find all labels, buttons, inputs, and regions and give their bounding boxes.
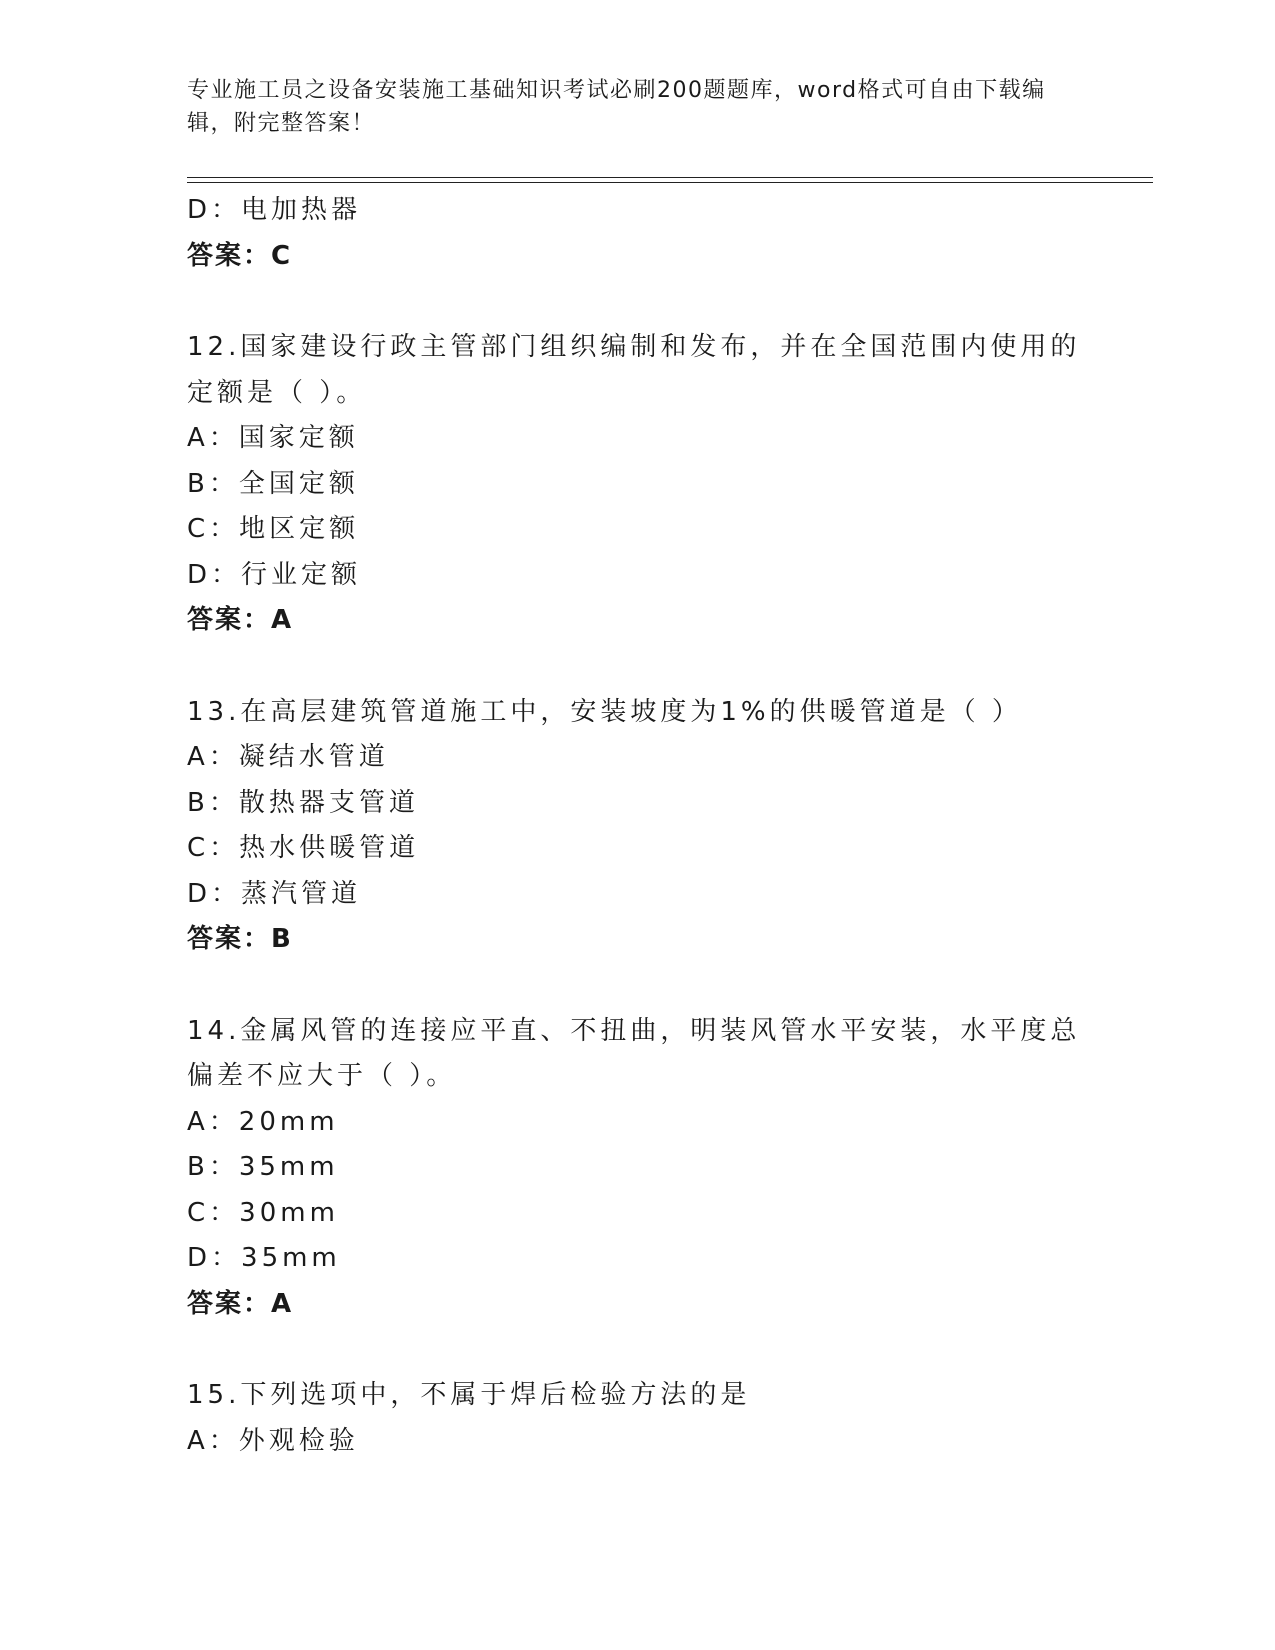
option-b: B：散热器支管道 — [187, 787, 419, 818]
option-d: D：蒸汽管道 — [187, 878, 362, 909]
option-d: D：电加热器 — [187, 195, 362, 225]
answer-line: 答案：A — [187, 1288, 294, 1319]
option-b: B：35mm — [187, 1152, 339, 1182]
header-divider-bottom — [187, 182, 1153, 183]
header-divider-top — [187, 177, 1153, 178]
option-a: A：凝结水管道 — [187, 742, 389, 772]
answer-line: 答案：B — [187, 924, 293, 954]
answer-line: 答案：C — [187, 240, 293, 271]
option-a: A：外观检验 — [187, 1425, 359, 1456]
question-stem: 15.下列选项中，不属于焊后检验方法的是 — [187, 1380, 751, 1410]
answer-line: 答案：A — [187, 605, 294, 635]
document-header: 专业施工员之设备安装施工基础知识考试必刷200题题库，word格式可自由下载编辑，附完整答案！ — [187, 78, 1046, 136]
option-a: A：20mm — [187, 1106, 339, 1137]
question-stem: 14.金属风管的连接应平直、不扭曲，明装风管水平安装，水平度总偏差不应大于（ ）。 — [187, 1015, 1081, 1091]
option-c: C：30mm — [187, 1197, 339, 1228]
option-d: D：行业定额 — [187, 559, 362, 590]
option-b: B：全国定额 — [187, 468, 359, 499]
question-stem: 13.在高层建筑管道施工中，安装坡度为1%的供暖管道是（ ） — [187, 696, 1022, 727]
option-d: D：35mm — [187, 1243, 341, 1273]
option-c: C：地区定额 — [187, 514, 360, 544]
question-stem: 12.国家建设行政主管部门组织编制和发布，并在全国范围内使用的定额是（ ）。 — [187, 332, 1081, 408]
option-c: C：热水供暖管道 — [187, 833, 420, 863]
question-content — [187, 188, 1087, 1464]
option-a: A：国家定额 — [187, 423, 359, 453]
